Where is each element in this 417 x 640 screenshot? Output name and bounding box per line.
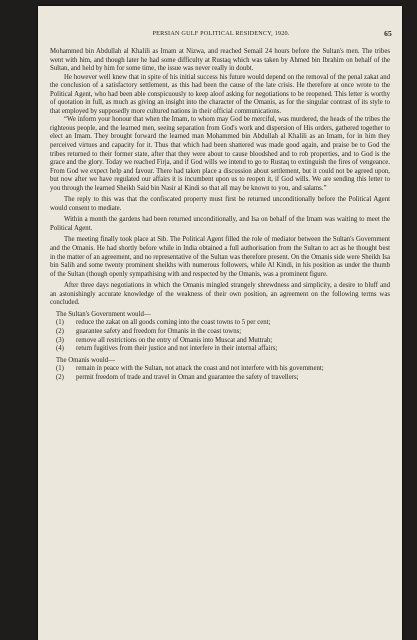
- paragraph: After three days negotiations in which the Omanis mingled strangely shrewdness and simplicity, a desire to bluff and an astonishingly accurate knowledge of the weakness of their own position, an agreement on the following terms was concluded.: [50, 282, 390, 307]
- list-number: (2): [56, 373, 64, 381]
- list-number: (1): [56, 319, 64, 327]
- list-text: guarantee safety and freedom for Omanis in the coast towns;: [76, 327, 242, 335]
- list-text: remain in peace with the Sultan, not attack the coast and not interfere with his government;: [76, 365, 324, 373]
- document-page: [38, 6, 402, 640]
- running-header: [50, 30, 392, 42]
- paragraph: The reply to this was that the confiscated property must first be returned unconditionally before the Political Agent would consent to mediate.: [50, 196, 390, 212]
- list-item: [50, 337, 390, 346]
- list-number: (3): [56, 336, 64, 344]
- list-item: [50, 365, 390, 374]
- list-number: (1): [56, 365, 64, 373]
- list-number: (2): [56, 327, 64, 335]
- list-text: reduce the zakat on all goods coming into the coast towns to 5 per cent;: [76, 319, 271, 327]
- paragraph: Mohammed bin Abdullah al Khalili as Imam at Nizwa, and reached Semail 24 hours before the Sultan's men. The tribes went with him, and though later he had some difficulty at Rustaq which was taken by Ahmed bin Ibrahim on behalf of the Sultan, and held by him for some time, the issue was never really in doubt.: [50, 48, 390, 73]
- list-number: (4): [56, 345, 64, 353]
- list-item: [50, 328, 390, 337]
- list-item: [50, 374, 390, 383]
- page-number: 65: [384, 29, 392, 38]
- list-heading: The Omanis would—: [56, 356, 115, 364]
- list-heading: The Sultan's Government would—: [56, 310, 151, 318]
- list-text: remove all restrictions on the entry of Omanis into Muscat and Muttrah;: [76, 336, 273, 344]
- letter-quotation: “We inform your honour that when the Imam, to whom may God be merciful, was murdered, the heads of the tribes the righteous people, and the learned men, seeing separation from God's work and dispersion of His orders, gathered together to elect an Imam. They brought forward the learned man Mohammed bin Abdullah al Khalili as an Imam, for in him they perceived virtues and capacity for it. Thus that which had been shattered was made good again, and praise be to God the tribes returned to their former state, after that they were about to cause bloodshed and to rob properties, and to God is the grace and the glory. Today we reached Firja, and if God wills we intend to go to Rustaq to extinguish the fires of vengeance. From God we expect help and favour. There had taken place a discussion about settlement, but it could not be agreed upon, but now after we have regulated our affairs it is incumbent upon us to reopen it, if God wills. We are sending this letter to you through the learned Sheikh Said bin Nasir al Kindi so that all may be known to you, and salams.”: [50, 116, 390, 192]
- running-title: PERSIAN GULF POLITICAL RESIDENCY, 1920.: [152, 30, 290, 37]
- list-text: return fugitives from their justice and not interfere in their internal affairs;: [76, 345, 278, 353]
- sultan-terms: [50, 311, 390, 354]
- body-text: [50, 48, 390, 382]
- list-item: [50, 345, 390, 354]
- list-item: [50, 319, 390, 328]
- omanis-terms: [50, 357, 390, 383]
- paragraph: The meeting finally took place at Sib. The Political Agent filled the role of mediator between the Sultan's Government and the Omanis. He had shortly before while in India obtained a full authorisation from the Sultan to act as he thought best in the matter of an agreement, and no representative of the Sultan was therefore present. On the Omanis side were Sheikh Isa bin Salih and some twenty prominent sheikhs with numerous followers, while Al Kindi, in his position as under the thumb of the Sultan (though openly sympathising with and respected by the Omanis, was a prominent figure.: [50, 236, 390, 278]
- paragraph: He however well knew that in spite of his initial success his future would depend on the removal of the penal zakat and the conclusion of a satisfactory settlement, as this had been the cause of the late crisis. He therefore at once wrote to the Political Agent, who had been able conspicuously to keep aloof asking for negotiations to be reopened. This letter is worthy of quotation in full, as much as giving an insight into the character of the Omanis, as for the singular contrast of its style to that employed by supposedly more cultured nations in their official communications.: [50, 73, 390, 115]
- list-text: permit freedom of trade and travel in Oman and guarantee the safety of travellers;: [76, 373, 299, 381]
- paragraph: Within a month the gardens had been returned unconditionally, and Isa on behalf of the Imam was waiting to meet the Political Agent.: [50, 216, 390, 232]
